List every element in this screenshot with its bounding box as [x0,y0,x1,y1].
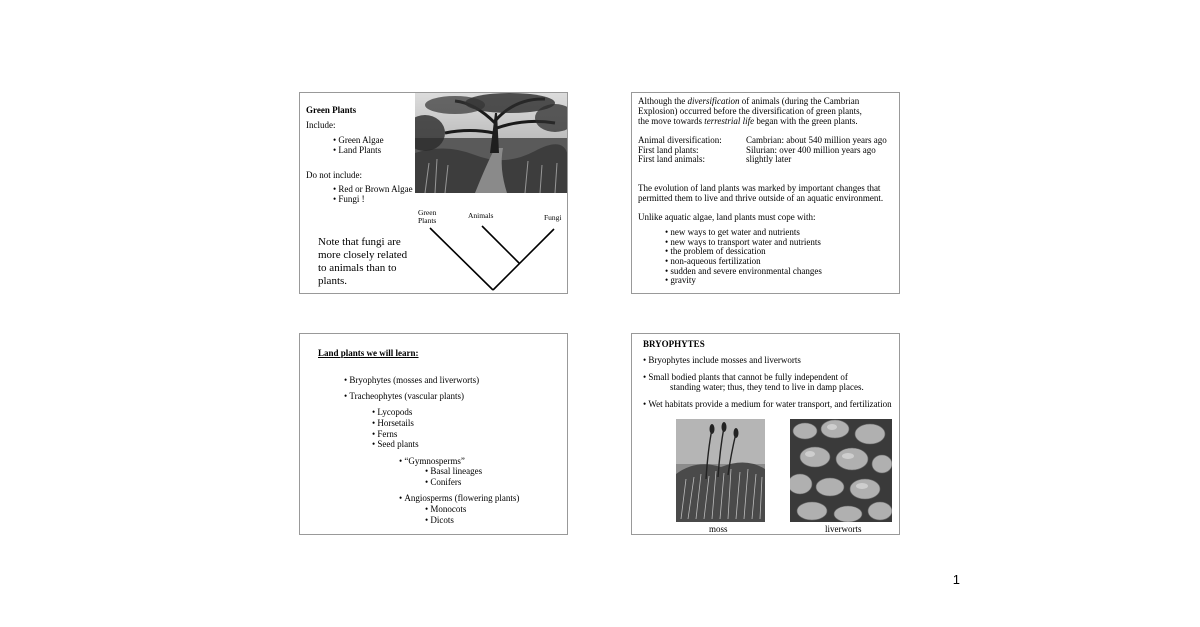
list-item: • Lycopods [372,407,412,417]
note-line: plants. [318,275,348,287]
timeline-value: Cambrian: about 540 million years ago [746,135,887,145]
slide1-title: Green Plants [306,105,357,115]
exclude-item: • Fungi ! [333,194,365,204]
note-line: to animals than to [318,262,397,274]
cope-item: • new ways to get water and nutrients [665,227,800,237]
intro-text: Although the [638,96,688,106]
tree-label-plants: Plants [418,216,437,225]
list-item-gymnosperms: • “Gymnosperms” [399,456,465,466]
slide-bryophytes [631,333,900,535]
slide-green-plants [299,92,568,294]
note-line: more closely related [318,249,408,261]
timeline-label: First land plants: [638,145,699,155]
include-label: Include: [306,120,336,130]
list-item: • Dicots [425,515,454,525]
list-item-bryophytes: • Bryophytes (mosses and liverworts) [344,375,479,385]
exclude-item: • Red or Brown Algae [333,184,413,194]
unlike-line: Unlike aquatic algae, land plants must cope with: [638,212,816,222]
note-line: Note that fungi are [318,236,401,248]
caption-moss: moss [709,524,728,534]
tree-label-fungi: Fungi [544,213,562,222]
intro-emphasis: diversification [687,96,740,106]
note-text [318,236,407,288]
intro-line-1 [638,96,859,106]
tree-label-animals: Animals [468,211,494,220]
list-item-angiosperms: • Angiosperms (flowering plants) [399,493,519,503]
intro-text: the move towards [638,116,705,126]
timeline-label: Animal diversification: [638,135,722,145]
intro-line-3 [638,116,858,126]
slide-terrestrial-life [631,92,900,294]
timeline-label: First land animals: [638,154,705,164]
cope-item: • non-aqueous fertilization [665,256,761,266]
include-item: • Green Algae [333,135,384,145]
exclude-label: Do not include: [306,170,362,180]
list-item: • Conifers [425,477,461,487]
cope-item: • gravity [665,275,696,285]
list-item: • Basal lineages [425,466,482,476]
bryophyte-bullet-cont: standing water; thus, they tend to live in damp places. [670,382,864,392]
cope-item: • new ways to transport water and nutrients [665,237,821,247]
list-item-tracheophytes: • Tracheophytes (vascular plants) [344,391,464,401]
intro-text: of animals (during the Cambrian [739,96,860,106]
include-item: • Land Plants [333,145,381,155]
intro-emphasis: terrestrial life [704,116,755,126]
list-item: • Horsetails [372,418,414,428]
bryophyte-bullet: • Bryophytes include mosses and liverworts [643,355,801,365]
bryophyte-bullet: • Wet habitats provide a medium for water transport, and fertilization [643,399,892,409]
cope-item: • the problem of dessication [665,246,766,256]
list-item: • Seed plants [372,439,419,449]
tree-label-green: Green [418,208,437,217]
intro-text: began with the green plants. [754,116,858,126]
liverworts-photo [790,419,892,522]
intro-line-2: Explosion) occurred before the diversification of green plants, [638,106,862,116]
page-number: 1 [952,572,960,587]
timeline-value: Silurian: over 400 million years ago [746,145,876,155]
cope-item: • sudden and severe environmental changes [665,266,822,276]
evolution-line: permitted them to live and thrive outside of an aquatic environment. [638,193,884,203]
bryophyte-bullet: • Small bodied plants that cannot be fully independent of [643,372,848,382]
slide3-title: Land plants we will learn: [318,348,419,358]
slide-land-plants [299,333,568,535]
slide4-title: BRYOPHYTES [643,339,705,349]
list-item: • Monocots [425,504,466,514]
list-item: • Ferns [372,429,397,439]
timeline-value: slightly later [746,154,792,164]
evolution-line: The evolution of land plants was marked by important changes that [638,183,881,193]
moss-photo [676,419,765,522]
caption-liverworts: liverworts [825,524,862,534]
